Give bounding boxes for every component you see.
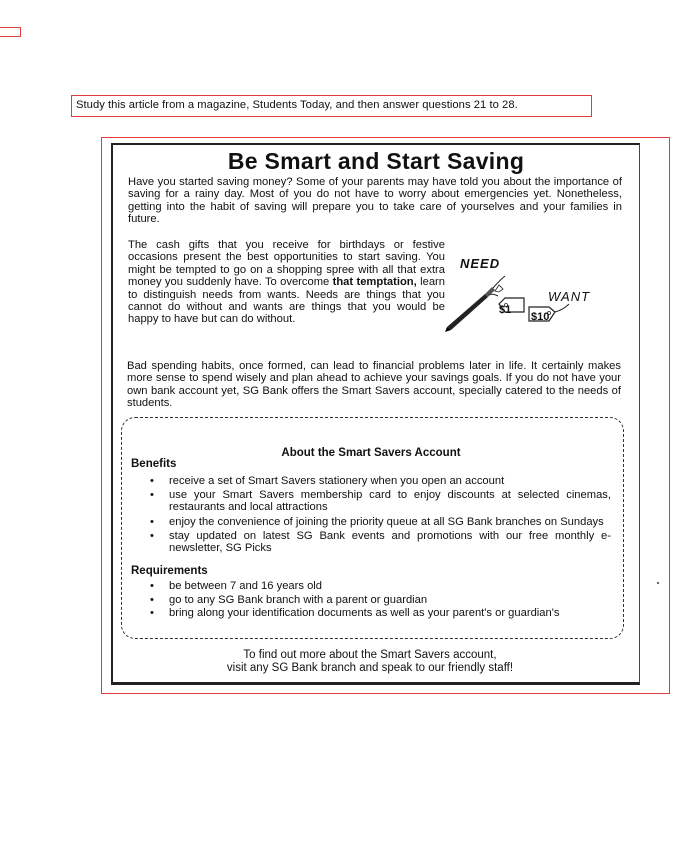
want-label: WANT [548, 289, 591, 304]
benefit-text: use your Smart Savers membership card to enjoy discounts at selected cinemas, restaurants and local attractions [169, 489, 611, 514]
bullet-icon: • [150, 489, 154, 502]
requirement-text: be between 7 and 16 years old [169, 580, 323, 592]
benefit-text: receive a set of Smart Savers stationery when you open an account [169, 475, 505, 487]
benefit-text: stay updated on latest SG Bank events and promotions with our free monthly e-newsletter, SG Picks [169, 529, 611, 555]
box-title: About the Smart Savers Account [281, 447, 461, 459]
benefits-heading: Benefits [131, 458, 177, 470]
requirement-text: go to any SG Bank branch with a parent or guardian [169, 593, 428, 606]
paragraph-2 [128, 239, 445, 326]
want-price-tag: $10 [531, 311, 550, 323]
closing-line-1: To find out more about the Smart Savers account, [243, 649, 497, 661]
bullet-icon: • [150, 593, 154, 606]
closing-message [121, 649, 619, 675]
list-item [131, 594, 611, 606]
article-title: Be Smart and Start Saving [227, 148, 525, 174]
closing-line-2: visit any SG Bank branch and speak to our friendly staff! [226, 662, 514, 674]
paragraph-1: Have you started saving money? Some of your parents may have told you about the importance of saving for a rainy day. Most of you do not have to worry about emergencies yet. Nonetheless, getting into the habit of saving will prepare you to take care of yourselves and your families in future. [128, 176, 622, 226]
bullet-icon: • [150, 580, 154, 592]
benefits-list [131, 475, 611, 556]
paragraph-2-bold: that temptation, [332, 276, 417, 289]
list-item [131, 475, 611, 487]
requirement-text: bring along your identification documents as well as your parent's or guardian's [169, 607, 560, 620]
list-item [131, 489, 611, 513]
bullet-icon: • [150, 515, 154, 528]
list-item [131, 580, 611, 592]
list-item [131, 607, 611, 619]
annotation-corner-mark [0, 27, 21, 37]
list-item [131, 530, 611, 554]
bullet-icon: • [150, 607, 154, 620]
pen-and-price-tags-icon [445, 270, 580, 335]
need-label: NEED [460, 256, 501, 271]
scan-speck [657, 582, 659, 584]
requirements-list [131, 580, 611, 621]
list-item [131, 516, 611, 528]
requirements-heading: Requirements [131, 565, 208, 577]
paragraph-2-start: The cash gifts that you receive for birthdays or festive occasions present the best opportunities to start saving. You might be tempted to go on a shopping spree with all that extra money you suddenly have. To overcome [128, 239, 445, 289]
paragraph-3: Bad spending habits, once formed, can lead to financial problems later in life. It certainly makes more sense to spend wisely and plan ahead to achieve your savings goals. If you do not have your own bank account yet, SG Bank offers the Smart Savers account, specially catered to the needs of students. [127, 360, 621, 410]
benefit-text: enjoy the convenience of joining the priority queue at all SG Bank branches on Sundays [169, 515, 604, 528]
instruction-text: Study this article from a magazine, Students Today, and then answer questions 21 to 28. [71, 95, 592, 117]
need-price-tag: $1 [499, 304, 512, 316]
bullet-icon: • [150, 529, 154, 542]
paragraph-2-end: learn to distinguish needs from wants. Needs are things that you cannot do without and wants are things that you would be happy to have but can do without. [128, 276, 445, 326]
bullet-icon: • [150, 475, 154, 487]
